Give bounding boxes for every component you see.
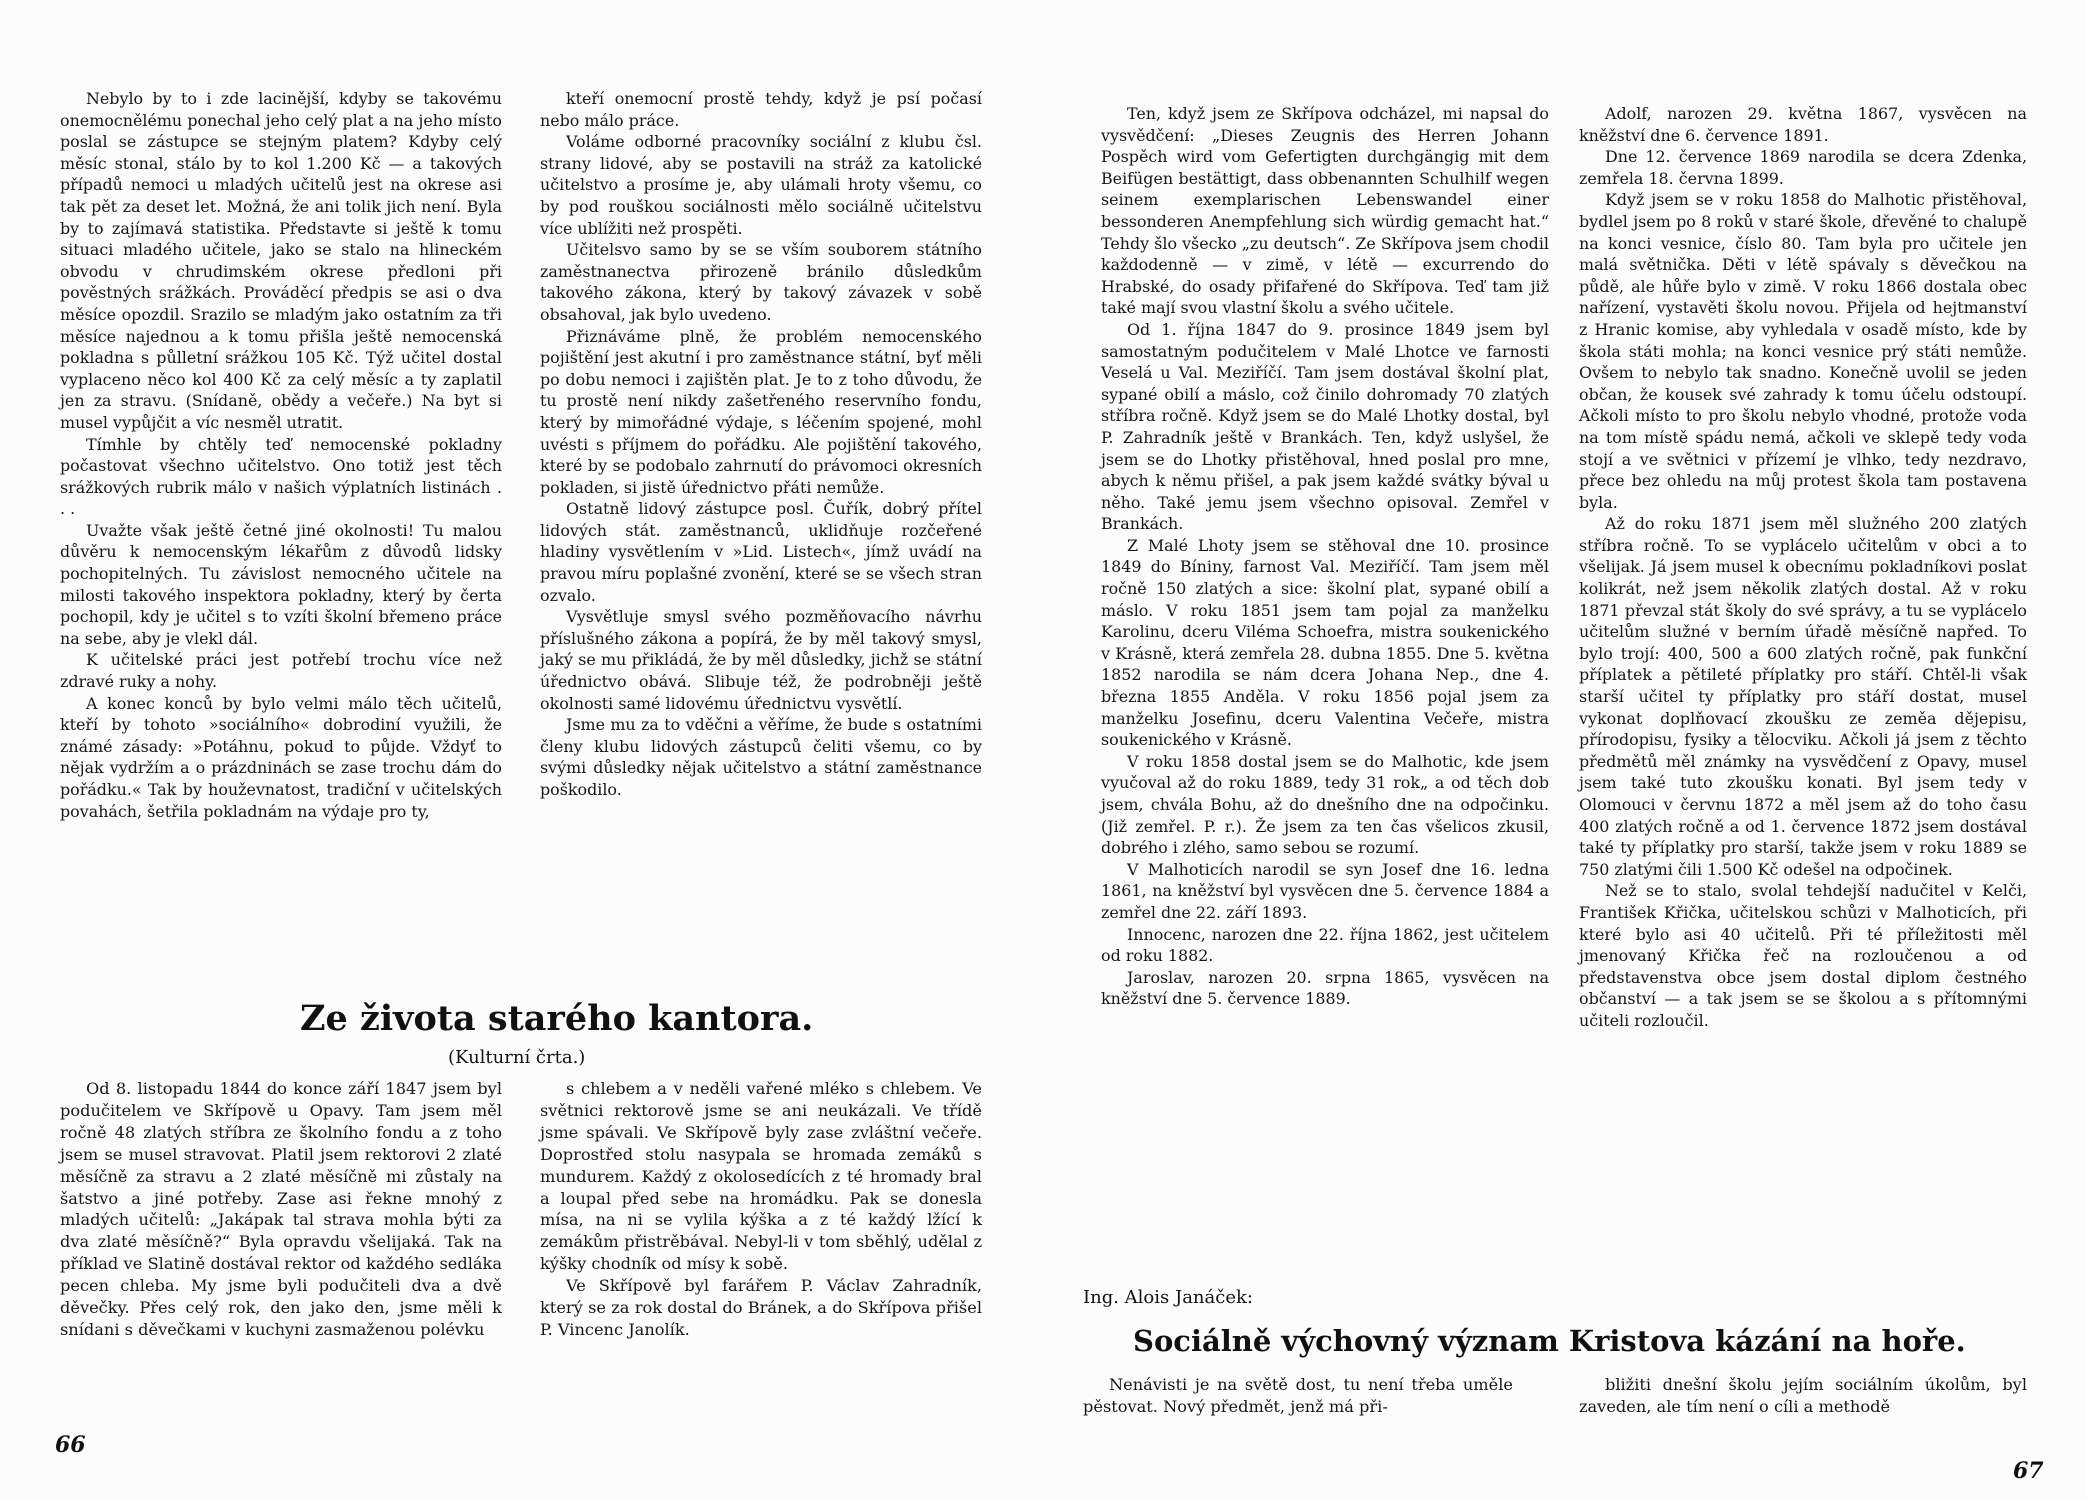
paragraph: bližiti dnešní školu jejím sociálním úkolům, byl zaveden, ale tím není o cíli a methodě xyxy=(1579,1375,2027,1416)
paragraph: Dne 12. července 1869 narodila se dcera Zdenka, zemřela 18. června 1899. xyxy=(1579,147,2027,188)
page-number-left: 66 xyxy=(55,1432,86,1458)
paragraph: Jsme mu za to vděčni a věříme, že bude s ostatními členy klubu lidových zástupců čeliti všemu, co by svými důsledky nějak učitelstvo a státní zaměstnance poškodilo. xyxy=(540,715,982,799)
paragraph: Když jsem se v roku 1858 do Malhotic přistěhoval, bydlel jsem po 8 roků v staré škole, dřevěné to chalupě na konci vesnice, číslo 80. Tam byla pro učitele jen malá světnička. Děti v létě spávaly s děvečkou na půdě, ale hůře bylo v zimě. V roku 1866 dostala obec nařízení, vystavěti školu novou. Přijela od hejtmanství z Hranic komise, aby vyhledala v osadě místo, kde by škola státi mohla; na konci vesnice prý státi nemůže. Ovšem to nebylo tak snadno. Konečně uvolil se jeden občan, že kousek své zahrady k tomu účelu odstoupí. Ačkoli místo to pro školu nebylo vhodné, protože voda na tom místě spádu nemá, ačkoli ve sklepě tedy voda stojí a ve světnici v přízemí je vlhko, tedy nezdravo, přece bez ohledu na můj protest škola tam postavena byla. xyxy=(1579,190,2027,512)
paragraph: Než se to stalo, svolal tehdejší nadučitel v Kelči, František Křička, učitelskou schůzi v Malhoticích, při které bylo asi 40 učitelů. Při té příležitosti měl jmenovaný Křička řeč na rozloučenou a od představenstva obce jsem dostal diplom čestného občanství — a tak jsem se se školou a s přítomnými učiteli rozloučil. xyxy=(1579,881,2027,1030)
paragraph: K učitelské práci jest potřebí trochu více než zdravé ruky a nohy. xyxy=(60,650,502,692)
paragraph: Učitelsvo samo by se se vším souborem státního zaměstnanectva přirozeně bránilo důsledkům takového zákona, který by takový závazek v sobě obsahoval, jak bylo uvedeno. xyxy=(540,240,982,324)
paragraph: Ostatně lidový zástupce posl. Čuřík, dobrý přítel lidových stát. zaměstnanců, uklidňuje rozčeřené hladiny vysvětlením v »Lid. Listech«, jímž uvádí na pravou míru poplašné zvonění, které se se všech stran ozvalo. xyxy=(540,499,982,605)
paragraph: Vysvětluje smysl svého pozměňovacího návrhu příslušného zákona a popírá, že by měl takový smysl, jaký se mu přikládá, že by měl důsledky, jichž se státní úřednictvo obává. Slibuje též, že podrobněji ještě okolnosti samé lidovému úřednictvu vysvětlí. xyxy=(540,607,982,713)
paragraph: Voláme odborné pracovníky sociální z klubu čsl. strany lidové, aby se postavili na stráž za katolické učitelstvo a prosíme je, aby ulámali hroty všemu, co by pod rouškou sociálnosti mělo sociálně učitelstvu více ublížiti než prospěti. xyxy=(540,132,982,238)
article-author: Ing. Alois Janáček: xyxy=(1083,1287,1253,1308)
paragraph: Nebylo by to i zde lacinější, kdyby se takovému onemocnělému ponechal jeho celý plat a na jeho místo poslal se zástupce se stejným platem? Kdyby celý měsíc stonal, stálo by to kol 1.200 Kč — a takových případů nemoci u mladých učitelů jest na okrese asi tak pět za deset let. Možná, že ani tolik jich není. Byla by to zajímavá statistika. Představte si ještě k tomu situaci mladého učitele, jako se stalo na hlineckém obvodu v chrudimském okrese předloni při pověstných srážkách. Prováděcí předpis se asi o dva měsíce opozdil. Srazilo se mladým jako ostatním za tři měsíce najednou a k tomu přišla ještě nemocenská pokladna s půlletní srážkou 105 Kč. Týž učitel dostal vyplaceno něco kol 400 Kč za celý měsíc a ty zaplatil jen za stravu. (Snídaně, obědy a večeře.) Na byt si musel vypůjčit a víc nesměl utratit. xyxy=(60,89,502,432)
right-column-3-text xyxy=(1083,1374,1513,1418)
left-column-3-text xyxy=(60,1078,502,1341)
paragraph: kteří onemocní prostě tehdy, když je psí počasí nebo málo práce. xyxy=(540,89,982,130)
paragraph: Adolf, narozen 29. května 1867, vysvěcen na kněžství dne 6. července 1891. xyxy=(1579,104,2027,145)
paragraph: V Malhoticích narodil se syn Josef dne 16. ledna 1861, na kněžství byl vysvěcen dne 5. července 1884 a zemřel dne 22. září 1893. xyxy=(1101,859,1549,922)
article-title-sermon: Sociálně výchovný význam Kristova kázání na hoře. xyxy=(1133,1324,1966,1358)
paragraph: A konec konců by bylo velmi málo těch učitelů, kteří by tohoto »sociálního« dobrodiní využili, že známé zásady: »Potáhnu, pokud to půjde. Vždyť to nějak vydržím a o prázdninách se zase trochu dám do pořádku.« Tak by houževnatost, tradiční v učitelských povahách, šetřila pokladnám na výdaje pro ty, xyxy=(60,693,502,821)
paragraph: Ve Skřípově byl farářem P. Václav Zahradník, který se za rok dostal do Bránek, a do Skřípova přišel P. Vincenc Janolík. xyxy=(540,1276,982,1339)
left-column-1-text xyxy=(60,88,502,822)
paragraph: Z Malé Lhoty jsem se stěhoval dne 10. prosince 1849 do Bíniny, farnost Val. Meziříčí. Tam jsem měl ročně 150 zlatých a sice: školní plat, sypané obilí a máslo. V roku 1851 jsem tam pojal za manželku Karolinu, dceru Viléma Schoefra, mistra soukenického v Krásně, která zemřela 28. dubna 1855. Dne 5. května 1852 narodila se nám dcera Johana Nep., dne 4. března 1855 Anděla. V roku 1856 pojal jsem za manželku Josefinu, dceru Valentina Večeře, mistra soukenického v Krásně. xyxy=(1101,535,1549,750)
left-column-4-text xyxy=(540,1078,982,1341)
paragraph: Od 1. října 1847 do 9. prosince 1849 jsem byl samostatným podučitelem v Malé Lhotce ve farnosti Veselá u Val. Meziříčí. Tam jsem dostával školní plat, sypané obilí a máslo, což činilo dohromady 70 zlatých stříbra ročně. Když jsem se do Malé Lhotky dostal, byl P. Zahradník ještě v Brankách. Ten, když uslyšel, že jsem se do Lhotky přistěhoval, hned poslal pro mne, abych k němu přišel, a pak jsem každé svátky býval u něho. Také jemu jsem všechno opisoval. Zemřel v Brankách. xyxy=(1101,319,1549,534)
paragraph: Až do roku 1871 jsem měl služného 200 zlatých stříbra ročně. To se vyplácelo učitelům v obci a to všelijak. Já jsem musel k obecnímu pokladníkovi poslat kolikrát, než jsem několik zlatých dostal. Až v roku 1871 převzal stát školy do své správy, a tu se vyplácelo učitelům služné v berním úřadě měsíčně napřed. To bylo trojí: 400, 500 a 600 zlatých ročně, pak funkční příplatek a pětileté příplatky pro stáří. Chtěl-li však starší učitel ty příplatky pro stáří dostat, musel vykonat doplňovací zkoušku ze zeměa dějepisu, přírodopisu, fysiky a tělocviku. Ačkoli já jsem z těchto předmětů měl známky na vysvědčení z Opavy, musel jsem také tuto zkoušku konati. Byl jsem tedy v Olomouci v červnu 1872 a měl jsem až do toho času 400 zlatých ročně a od 1. července 1872 jsem dostával také ty příplatky pro starší, takže jsem v roku 1889 se 750 zlatými čili 1.500 Kč odešel na odpočinek. xyxy=(1579,514,2027,879)
right-page xyxy=(1043,0,2086,1500)
paragraph: V roku 1858 dostal jsem se do Malhotic, kde jsem vyučoval až do roku 1889, tedy 31 rok„ a od těch dob jsem, chvála Bohu, až do dnešního dne na odpočinku. (Již zemřel. P. r.). Že jsem za ten čas všelicos zkusil, dobrého i zlého, samo sebou se rozumí. xyxy=(1101,751,1549,858)
paragraph: Nenávisti je na světě dost, tu není třeba uměle pěstovat. Nový předmět, jenž má při- xyxy=(1083,1375,1513,1416)
paragraph: Tímhle by chtěly teď nemocenské pokladny počastovat všechno učitelstvo. Ono totiž jest těch srážkových rubrik málo v našich výplatních listinách . . . xyxy=(60,434,502,519)
article-subtitle: (Kulturní črta.) xyxy=(448,1047,586,1068)
paragraph: Přiznáváme plně, že problém nemocenského pojištění jest akutní i pro zaměstnance státní, byť měli po dobu nemoci i zajištěn plat. Je to z toho důvodu, že tu prostě není nikdy zašetřeného reservního fondu, který by mimořádné výdaje, s léčením spojené, mohl uvésti s příjmem do pořádku. Ale pojištění takového, které by se podobalo zahrnutí do právomoci okresních pokladen, si jistě úřednictvo přáti nemůže. xyxy=(540,326,982,497)
paragraph: Uvažte však ještě četné jiné okolnosti! Tu malou důvěru k nemocenským lékařům z důvodů lidsky pochopitelných. Tu závislost nemocného učitele na milosti takového inspektora pokladny, který by čerta pochopil, kdy je učitel s to vzíti školní břemeno práce na sebe, aby je vlekl dál. xyxy=(60,520,502,648)
paragraph: Ten, když jsem ze Skřípova odcházel, mi napsal do vysvědčení: „Dieses Zeugnis des Herren Johann Pospěch wird vom Gefertigten durchgängig mit dem Beifügen bestättigt, dass obbenannten Schulhilf wegen seinem exemplarischen Lebenswandel einer bessonderen Anempfehlung sich würdig gemacht hat.“ Tehdy šlo všecko „zu deutsch“. Ze Skřípova jsem chodil každodenně — v zimě, v létě — excurrendo do Hrabské, do osady přifařené do Skřípova. Teď tam již také mají svou vlastní školu a svého učitele. xyxy=(1101,104,1549,318)
paragraph: Innocenc, narozen dne 22. října 1862, jest učitelem od roku 1882. xyxy=(1101,924,1549,966)
paragraph: s chlebem a v neděli vařené mléko s chlebem. Ve světnici rektorově jsme se ani neukázali. Ve třídě jsme spávali. Ve Skřípově byly zase zvláštní večeře. Doprostřed stolu nasypala se hromada zemáků s mundurem. Každý z okolosedících z té hromady bral a loupal před sebe na hromádku. Pak se donesla mísa, na ni se vylila kýška a z té každý lžící k zemákům přistrěbával. Nebyl-li v tom sběhlý, udělal z kýšky chodník od mísy k sobě. xyxy=(540,1079,982,1274)
article-title-kantor: Ze života starého kantora. xyxy=(300,998,814,1039)
paragraph: Jaroslav, narozen 20. srpna 1865, vysvěcen na kněžství dne 5. července 1889. xyxy=(1101,967,1549,1009)
right-column-2-text xyxy=(1579,103,2027,1032)
page-number-right: 67 xyxy=(2013,1458,2044,1484)
right-column-1-text xyxy=(1101,103,1549,1010)
left-column-2-text xyxy=(540,88,982,801)
right-column-4-text xyxy=(1579,1374,2027,1418)
paragraph: Od 8. listopadu 1844 do konce září 1847 jsem byl podučitelem ve Skřípově u Opavy. Tam jsem měl ročně 48 zlatých stříbra ze školního fondu a z toho jsem se musel stravovat. Platil jsem rektorovi 2 zlaté měsíčně za stravu a 2 zlaté měsíčně mi zůstaly na šatstvo a jiné potřeby. Zase asi řekne mnohý z mladých učitelů: „Jakápak tal strava mohla býti za dva zlaté měsíčně?“ Byla opravdu všelijaká. Tak na příklad ve Slatině dostával rektor od každého sedláka pecen chleba. My jsme byli podučiteli dva a dvě děvečky. Přes celý rok, den jako den, jsme měli k snídani s děvečkami v kuchyni zasmaženou polévku xyxy=(60,1079,502,1339)
